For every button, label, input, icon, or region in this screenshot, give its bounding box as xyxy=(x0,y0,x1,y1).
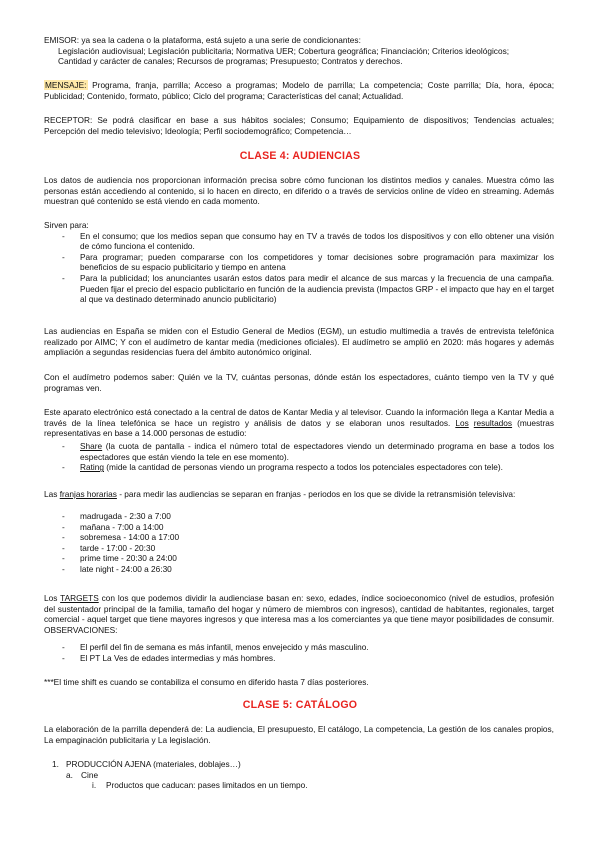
sirven-section xyxy=(44,220,554,305)
mensaje-section xyxy=(44,80,554,101)
emisor-line-2: Cantidad y carácter de canales; Recursos de programas; Presupuesto; Contratos y derechos. xyxy=(58,56,403,67)
franjas-list xyxy=(44,511,554,575)
outline-text-1: PRODUCCIÓN AJENA (materiales, doblajes…) xyxy=(66,759,241,769)
espana-paragraph: Las audiencias en España se miden con el Estudio General de Medios (EGM), un estudio multimedia a través de entrevista telefónica realizado por AIMC; Y con el audímetro de kantar media (mediciones oficiales). El audímetro se amplió en 2020: más hogares y además ampliación a segundas residencias fuera del ámbito autonómico original. xyxy=(44,326,554,358)
outline-num-1: 1. xyxy=(52,759,59,769)
mensaje-text: Programa, franja, parrilla; Acceso a programas; Modelo de parrilla; La competencia; Coste parrilla; Día, hora, época; Publicidad; Contenido, formato, público; Ciclo del programa; Características del canal; Actualidad. xyxy=(44,80,554,101)
list-item: - Para la publicidad; los anunciantes usarán estos datos para medir el alcance de sus marcas y la frecuencia de una campaña. Pueden fijar el precio del espacio publicitario en función de la audiencia prevista (Impactos GRP - el impacto que hay en el target al que va destinado determinado anuncio publicitario) xyxy=(44,273,554,305)
list-item: - late night - 24:00 a 26:30 xyxy=(44,564,554,575)
rating-text: (mide la cantidad de personas viendo un programa respecto a todos los potenciales espectadores con tele). xyxy=(106,462,503,473)
receptor-paragraph xyxy=(44,115,554,136)
los-resultados-prefix: Los xyxy=(455,417,469,428)
clase5-outline xyxy=(44,759,554,791)
observaciones-wrapper xyxy=(44,642,554,663)
franjas-paragraph xyxy=(44,489,554,500)
sirven-label: Sirven para: xyxy=(44,220,89,230)
emisor-intro-text: ya sea la cadena o la plataforma, está sujeto a una serie de condicionantes: xyxy=(81,35,361,45)
mensaje-paragraph xyxy=(44,80,554,101)
mensaje-label: MENSAJE: xyxy=(45,80,87,90)
franjas-list-wrapper xyxy=(44,511,554,575)
share-text: (la cuota de pantalla - indica el número total de espectadores viendo un determinado programa en base a todos los espectadores que están viendo la tele en ese momento). xyxy=(80,441,554,462)
list-item xyxy=(44,462,554,473)
list-item: - mañana - 7:00 a 14:00 xyxy=(44,522,554,533)
targets-prefix: Los xyxy=(44,593,58,603)
metricas-list-wrapper xyxy=(44,441,554,473)
outline-num-1a: a. xyxy=(66,769,73,780)
franjas-term: franjas horarias xyxy=(59,489,117,499)
clase5-heading: CLASE 5: CATÁLOGO xyxy=(242,699,358,711)
franjas-text: - para medir las audiencias se separan en franjas - periodos en los que se divide la retransmisión televisiva: xyxy=(119,489,516,499)
clase4-heading: CLASE 4: AUDIENCIAS xyxy=(239,150,361,162)
rating-term: Rating xyxy=(80,462,104,473)
targets-paragraph xyxy=(44,593,554,635)
list-item xyxy=(44,441,554,462)
emisor-label: EMISOR: xyxy=(44,35,80,45)
emisor-line-1: Legislación audiovisual; Legislación publicitaria; Normativa UER; Cobertura geográfica; Financiación; Criterios ideológicos; xyxy=(58,45,510,56)
outline-num-1ai: i. xyxy=(92,780,97,791)
list-item: - En el consumo; que los medios sepan que consumo hay en TV a través de todos los dispositivos y con ello obtener una visión de cómo funciona el contenido. xyxy=(44,231,554,252)
audimetro-paragraph: Con el audímetro podemos saber: Quién ve la TV, cuántas personas, dónde están los espectadores, cuánto tiempo ven la TV y qué programas ven. xyxy=(44,372,554,393)
outline-item-1 xyxy=(44,759,554,770)
resultados-link: resultados xyxy=(473,417,513,428)
list-item: - Para programar; pueden compararse con los competidores y tomar decisiones sobre programación para maximizar los beneficios de su espacio publicitario y tiempo en antena xyxy=(44,252,554,273)
metricas-list xyxy=(44,441,554,473)
aparato-paragraph xyxy=(44,407,554,439)
outline-text-1ai: Productos que caducan: pases limitados en un tiempo. xyxy=(106,780,308,791)
share-term: Share xyxy=(80,441,103,451)
outline-text-1a: Cine xyxy=(81,769,99,780)
sirven-list xyxy=(44,231,554,305)
clase5-intro: La elaboración de la parrilla dependerá de: La audiencia, El presupuesto, El catálogo, La competencia, La gestión de los canales propios, La empaginación publicitaria y La legislación. xyxy=(44,724,554,745)
list-item: - El PT La Ves de edades intermedias y más hombres. xyxy=(44,653,554,664)
targets-text: con los que podemos dividir la audienciase basan en: sexo, edades, índice socioeconomico (nivel de estudios, profesión del sustentador principal de la familia, tamaño del hogar y número de miembros con ingresos), cantidad de habitantes, regionales, target comercial - aquel target que tiene mayores ingresos y que interesa mas a los comerciantes ya que tiene mayor posibilidades de consumir. OBSERVACIONES: xyxy=(44,593,554,635)
emisor-section xyxy=(44,35,554,67)
list-item: - sobremesa - 14:00 a 17:00 xyxy=(44,532,554,543)
list-item: - prime time - 20:30 a 24:00 xyxy=(44,553,554,564)
outline-item-1a xyxy=(44,770,554,781)
list-item: - madrugada - 2:30 a 7:00 xyxy=(44,511,554,522)
list-item: - El perfil del fin de semana es más infantil, menos envejecido y más masculino. xyxy=(44,642,554,653)
receptor-label: RECEPTOR: xyxy=(44,115,93,125)
receptor-section xyxy=(44,115,554,136)
franjas-prefix: Las xyxy=(44,489,58,499)
timeshift-note: ***El time shift es cuando se contabiliza el consumo en diferido hasta 7 días posteriores. xyxy=(44,677,369,687)
list-item: - tarde - 17:00 - 20:30 xyxy=(44,543,554,554)
receptor-text: Se podrá clasificar en base a sus hábitos sociales; Consumo; Equipamiento de dispositivos; Tendencias actuales; Percepción del medio televisivo; Ideología; Perfil sociodemográfico; Competencia… xyxy=(44,115,554,136)
emisor-intro xyxy=(44,35,554,46)
observaciones-list xyxy=(44,642,554,663)
aparato-text: Este aparato electrónico está conectado a la central de datos de Kantar Media y al televisor. Cuando la información llega a Kantar Media a través de la línea telefónica se hace un registro y análisis de datos y se elaboran unos resultados. xyxy=(44,407,554,428)
outline-item-1ai xyxy=(44,780,554,791)
clase4-intro: Los datos de audiencia nos proporcionan información precisa sobre cómo funcionan los distintos medios y canales. Muestra cómo las personas están accediendo al contenido, si lo hacen en directo, en diferido o a través de servicios online de vídeo en streaming. Además muestran qué contenido se está viendo en cada momento. xyxy=(44,175,554,207)
targets-term: TARGETS xyxy=(60,593,99,603)
aparato-text-b: (muestras representativas en base a 14.000 personas de estudio: xyxy=(44,417,554,439)
